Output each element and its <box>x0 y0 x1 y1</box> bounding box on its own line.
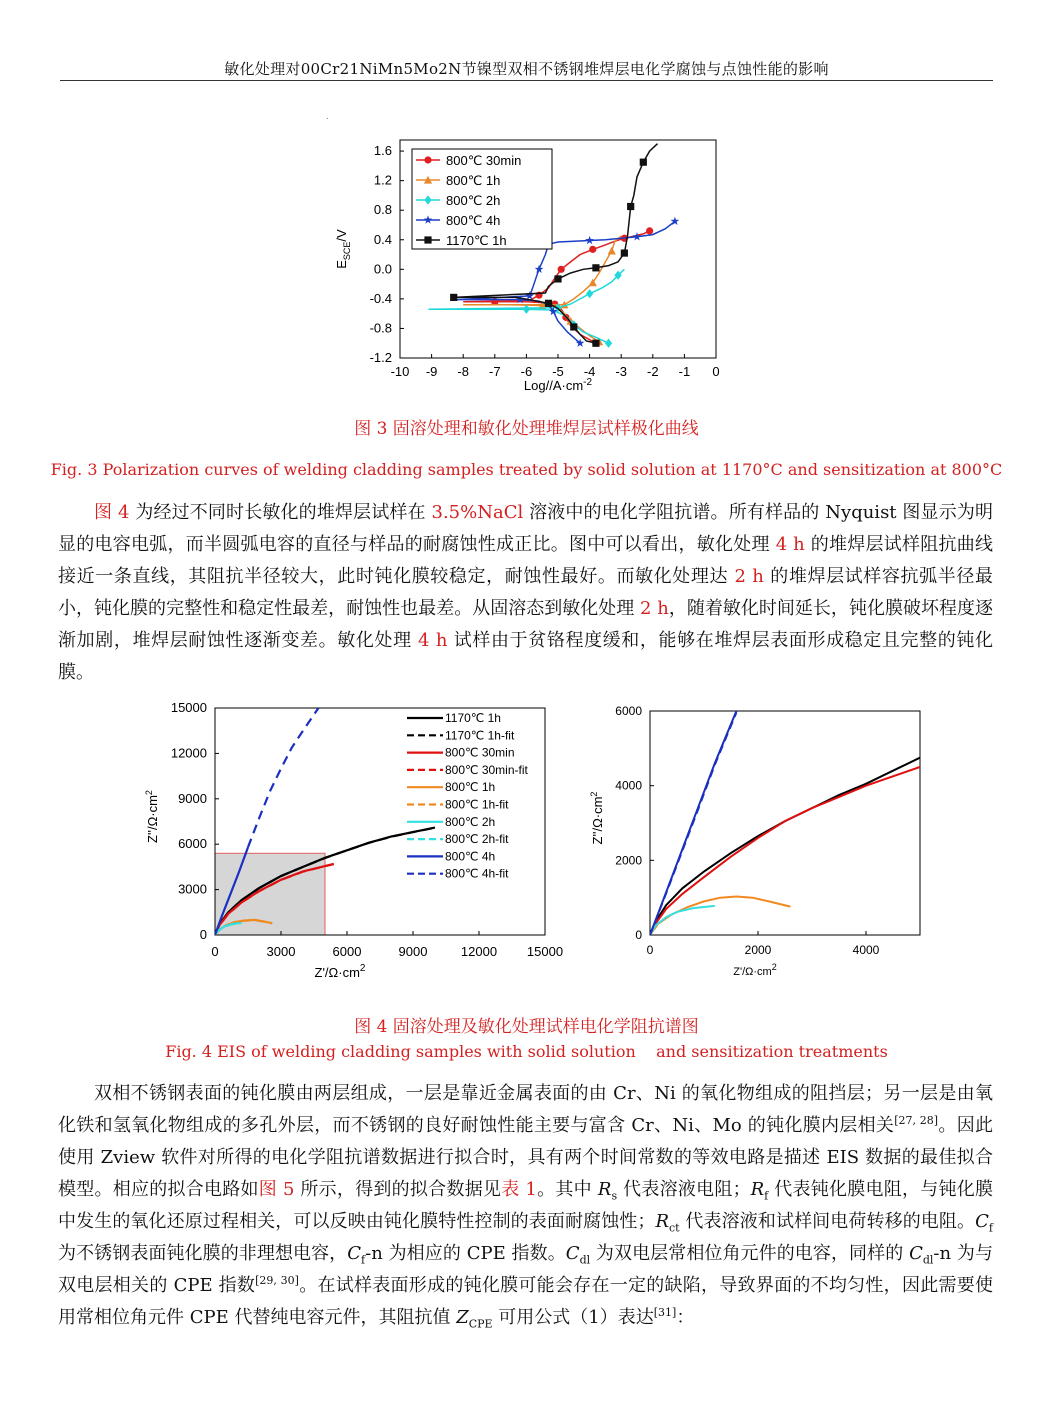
data-point <box>605 339 612 348</box>
legend-entry: 800℃ 4h <box>445 849 496 864</box>
legend-entry: 800℃ 2h <box>445 814 496 829</box>
y-tick-label: 12000 <box>170 745 207 761</box>
paragraph-eis-description: 图 4 为经过不同时长敏化的堆焊层试样在 3.5%NaCl 溶液中的电化学阻抗谱。所有样品的 Nyquist 图显示为明显的电容电弧，而半圆弧电容的直径与样品的耐腐蚀性成正比。图中可以看出，敏化处理 4 h 的堆焊层试样阻抗曲线接近一条直线，其阻抗半径较大，此时钝化膜较稳定，耐蚀性最好。而敏化处理达 2 h 的堆焊层试样容抗弧半径最小，钝化膜的完整性和稳定性最差，耐蚀性也最差。从固溶态到敏化处理 2 h，随着敏化时间延长，钝化膜破坏程度逐渐加剧，堆焊层耐蚀性逐渐变差。敏化处理 4 h 试样由于贫铬程度缓和，能够在堆焊层表面形成稳定且完整的钝化膜。 <box>58 502 994 683</box>
fig4-caption-en: Fig. 4 EIS of welding cladding samples with solid solution and sensitization treatments <box>165 1042 888 1061</box>
data-point <box>545 300 552 307</box>
y-axis-label: $E_{SCE}/V$ <box>334 229 352 269</box>
y-tick-label: 1.6 <box>373 143 392 159</box>
y-tick-label: 1.2 <box>373 172 392 188</box>
data-point <box>621 249 628 256</box>
legend-entry: 1170℃ 1h <box>445 711 501 725</box>
legend-entry: 800℃ 1h-fit <box>445 797 509 812</box>
data-point <box>608 247 616 255</box>
x-tick-label: 2000 <box>744 943 772 957</box>
y-tick-label: -0.4 <box>369 290 392 306</box>
legend-entry: 800℃ 2h <box>446 193 501 208</box>
x-axis-label: $Z'/\Omega\cdot cm^2$ <box>314 963 366 980</box>
legend-entry: 800℃ 4h-fit <box>445 866 509 881</box>
data-point <box>554 275 561 282</box>
citation-27-28[interactable]: [27, 28] <box>894 1114 939 1127</box>
data-point <box>586 289 593 298</box>
y-tick-label: 4000 <box>615 778 642 793</box>
y-tick-label: 2000 <box>615 853 642 868</box>
x-tick-label: 0 <box>211 944 219 959</box>
series-line-1 <box>463 236 621 342</box>
y-tick-label: 0.0 <box>373 261 392 277</box>
fig4b-nyquist-zoom-chart <box>580 700 930 990</box>
x-tick-label: -7 <box>489 364 501 379</box>
fig4-caption-cn: 图 4 固溶处理及敏化处理试样电化学阻抗谱图 <box>354 1017 699 1037</box>
data-point <box>535 265 544 273</box>
x-tick-label: 0 <box>646 943 654 957</box>
x-tick-label: -4 <box>583 364 596 379</box>
nacl-reference[interactable]: 3.5%NaCl <box>431 502 524 523</box>
data-point <box>589 279 597 287</box>
legend-entry: 800℃ 1h <box>445 780 496 795</box>
citation-29-30[interactable]: [29, 30] <box>255 1274 299 1287</box>
data-point <box>640 159 647 166</box>
plot-frame <box>650 711 920 935</box>
legend-entry: 800℃ 30min <box>446 153 522 168</box>
x-tick-label: 0 <box>712 364 720 379</box>
x-tick-label: 6000 <box>332 944 362 959</box>
y-tick-label: 3000 <box>178 881 207 897</box>
legend-marker <box>424 156 431 163</box>
x-tick-label: 3000 <box>266 944 296 959</box>
y-tick-label: 15000 <box>170 700 207 715</box>
y-tick-label: 6000 <box>178 836 207 852</box>
legend-entry: 1170℃ 1h <box>446 233 507 248</box>
x-tick-label: -3 <box>615 364 627 379</box>
fig5-reference[interactable]: 图 5 <box>258 1179 295 1200</box>
x-tick-label: 12000 <box>460 944 498 959</box>
x-tick-label: 4000 <box>852 943 880 957</box>
data-point <box>589 246 596 253</box>
stray-mark: . <box>326 112 329 121</box>
x-tick-label: -9 <box>425 364 438 379</box>
data-point <box>592 264 599 271</box>
paragraph-passive-film: 双相不锈钢表面的钝化膜由两层组成，一层是靠近金属表面的由 Cr、Ni 的氧化物组成的阻挡层；另一层是由氧化铁和氢氧化物组成的多孔外层，而不锈钢的良好耐蚀性能主要与富含 Cr、Ni、Mo 的钝化膜内层相关[27, 28]。因此使用 Zview 软件对所得的电化学阻抗谱数据进行拟合时，具有两个时间常数的等效电路是描述 EIS 数据的最佳拟合模型。相应的拟合电路如图 5 所示，得到的拟合数据见表 1。其中 $R_s$ 代表溶液电阻；$R_f$ 代表钝化膜电阻，与钝化膜中发生的氧化还原过程相关，可以反映由钝化膜特性控制的表面耐腐蚀性；$R_{ct}$ 代表溶液和试样间电荷转移的电阻。$C_f$ 为不锈钢表面钝化膜的非理想电容，$C_f-n$ 为相应的 CPE 指数。$C_{dl}$ 为双电层常相位角元件的电容，同样的 $C_{dl}-n$ 为与双电层相关的 CPE 指数[29, 30]。在试样表面形成的钝化膜可能会存在一定的缺陷，导致界面的不均匀性，因此需要使用常相位角元件 CPE 代替纯电容元件，其阻抗值 $Z_{CPE}$ 可用公式（1）表达[31]： <box>58 1083 994 1331</box>
y-tick-label: 0.4 <box>373 231 392 247</box>
series-group <box>650 711 920 935</box>
legend-entry: 800℃ 2h-fit <box>445 832 509 847</box>
y-tick-label: 0 <box>635 928 642 942</box>
y-axis-label: $Z''/\Omega\cdot cm^2$ <box>144 790 160 843</box>
legend-entry: 800℃ 1h <box>446 173 501 188</box>
y-tick-label: 0 <box>199 927 207 942</box>
data-point <box>646 227 653 234</box>
y-tick-label: 0.8 <box>373 202 392 218</box>
header-rule <box>60 80 993 81</box>
x-axis-label: $Z'/\Omega\cdot cm^2$ <box>733 962 777 978</box>
y-tick-label: -1.2 <box>369 350 392 365</box>
data-point <box>627 203 634 210</box>
x-tick-label: -2 <box>647 364 659 379</box>
data-point <box>450 294 457 301</box>
x-tick-label: -1 <box>678 364 691 379</box>
x-tick-label: -10 <box>390 364 410 379</box>
data-point <box>585 236 594 244</box>
legend-entry: 800℃ 4h <box>446 213 501 228</box>
fig3-caption-en: Fig. 3 Polarization curves of welding cladding samples treated by solid solution at 1170°C and sensitization at 800°C <box>50 460 1003 479</box>
y-tick-label: -0.8 <box>369 320 392 336</box>
fig3-polarization-chart <box>330 132 730 412</box>
data-point <box>570 323 577 330</box>
legend-entry: 800℃ 30min <box>445 745 515 760</box>
x-tick-label: -6 <box>520 364 533 379</box>
data-point <box>633 232 642 240</box>
legend-entry: 800℃ 30min-fit <box>445 762 528 777</box>
running-header: 敏化处理对00Cr21NiMn5Mo2N节镍型双相不锈钢堆焊层电化学腐蚀与点蚀性能的影响 <box>224 60 829 78</box>
citation-31[interactable]: [31] <box>653 1306 677 1319</box>
series-line-1 <box>650 767 920 935</box>
y-axis-label: $Z''/\Omega\cdot cm^2$ <box>589 791 605 845</box>
x-axis-label: Log/$/A\cdot cm^{-2}$ <box>523 377 593 393</box>
data-point <box>558 266 565 273</box>
x-tick-label: -8 <box>457 364 469 379</box>
y-tick-label: 6000 <box>615 704 642 718</box>
legend-entry: 1170℃ 1h-fit <box>445 728 515 743</box>
data-point <box>592 340 599 347</box>
fig3-caption-cn: 图 3 固溶处理和敏化处理堆焊层试样极化曲线 <box>354 419 699 439</box>
x-tick-label: 15000 <box>526 944 564 959</box>
data-point <box>523 305 530 314</box>
series-line-9 <box>248 708 318 847</box>
fig4a-nyquist-chart <box>140 700 564 990</box>
x-tick-label: 9000 <box>398 944 428 959</box>
table1-reference[interactable]: 表 1 <box>501 1179 537 1200</box>
fig4-reference[interactable]: 图 4 <box>94 502 130 523</box>
x-tick-label: -5 <box>552 364 564 379</box>
y-tick-label: 9000 <box>178 790 207 806</box>
legend-marker <box>424 236 431 243</box>
